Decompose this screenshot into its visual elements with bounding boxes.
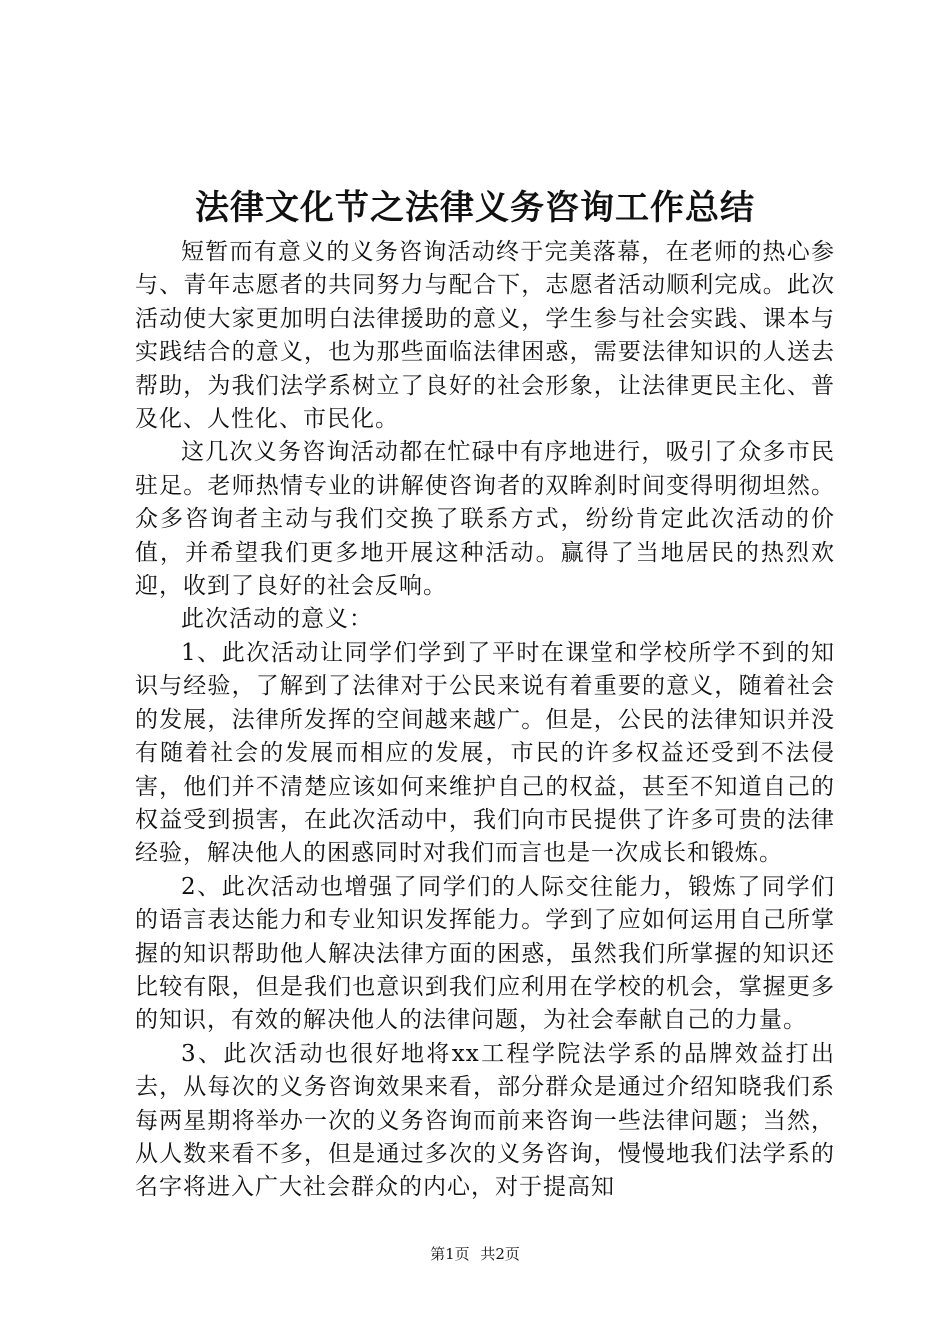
page-footer (0, 1244, 950, 1264)
paragraph-point-1: 1、此次活动让同学们学到了平时在课堂和学校所学不到的知识与经验，了解到了法律对于公民来说有着重要的意义，随着社会的发展，法律所发挥的空间越来越广。但是，公民的法律知识并没有随着社会的发展而相应的发展，市民的许多权益还受到不法侵害，他们并不清楚应该如何来维护自己的权益，甚至不知道自己的权益受到损害，在此次活动中，我们向市民提供了许多可贵的法律经验，解决他人的困惑同时对我们而言也是一次成长和锻炼。 (135, 639, 835, 867)
paragraph-significance-heading: 此次活动的意义： (181, 606, 373, 633)
document-title: 法律文化节之法律义务咨询工作总结 (195, 188, 755, 228)
document-body (135, 236, 835, 1205)
page-number-total: 共2页 (480, 1245, 520, 1263)
page-number-current: 第1页 (430, 1245, 470, 1263)
paragraph-point-3: 3、此次活动也很好地将xx工程学院法学系的品牌效益打出去，从每次的义务咨询效果来看，部分群众是通过介绍知晓我们系每两星期将举办一次的义务咨询而前来咨询一些法律问题；当然，从人数来看不多，但是通过多次的义务咨询，慢慢地我们法学系的名字将进入广大社会群众的内心，对于提高知 (135, 1040, 835, 1201)
paragraph-activity-summary: 这几次义务咨询活动都在忙碌中有序地进行，吸引了众多市民驻足。老师热情专业的讲解使咨询者的双眸刹时间变得明彻坦然。众多咨询者主动与我们交换了联系方式，纷纷肯定此次活动的价值，并希望我们更多地开展这种活动。赢得了当地居民的热烈欢迎，收到了良好的社会反响。 (135, 439, 835, 600)
paragraph-intro: 短暂而有意义的义务咨询活动终于完美落幕，在老师的热心参与、青年志愿者的共同努力与配合下，志愿者活动顺利完成。此次活动使大家更加明白法律援助的意义，学生参与社会实践、课本与实践结合的意义，也为那些面临法律困惑，需要法律知识的人送去帮助，为我们法学系树立了良好的社会形象，让法律更民主化、普及化、人性化、市民化。 (135, 239, 835, 433)
paragraph-point-2: 2、此次活动也增强了同学们的人际交往能力，锻炼了同学们的语言表达能力和专业知识发挥能力。学到了应如何运用自己所掌握的知识帮助他人解决法律方面的困惑，虽然我们所掌握的知识还比较有限，但是我们也意识到我们应利用在学校的机会，掌握更多的知识，有效的解决他人的法律问题，为社会奉献自己的力量。 (135, 873, 835, 1034)
